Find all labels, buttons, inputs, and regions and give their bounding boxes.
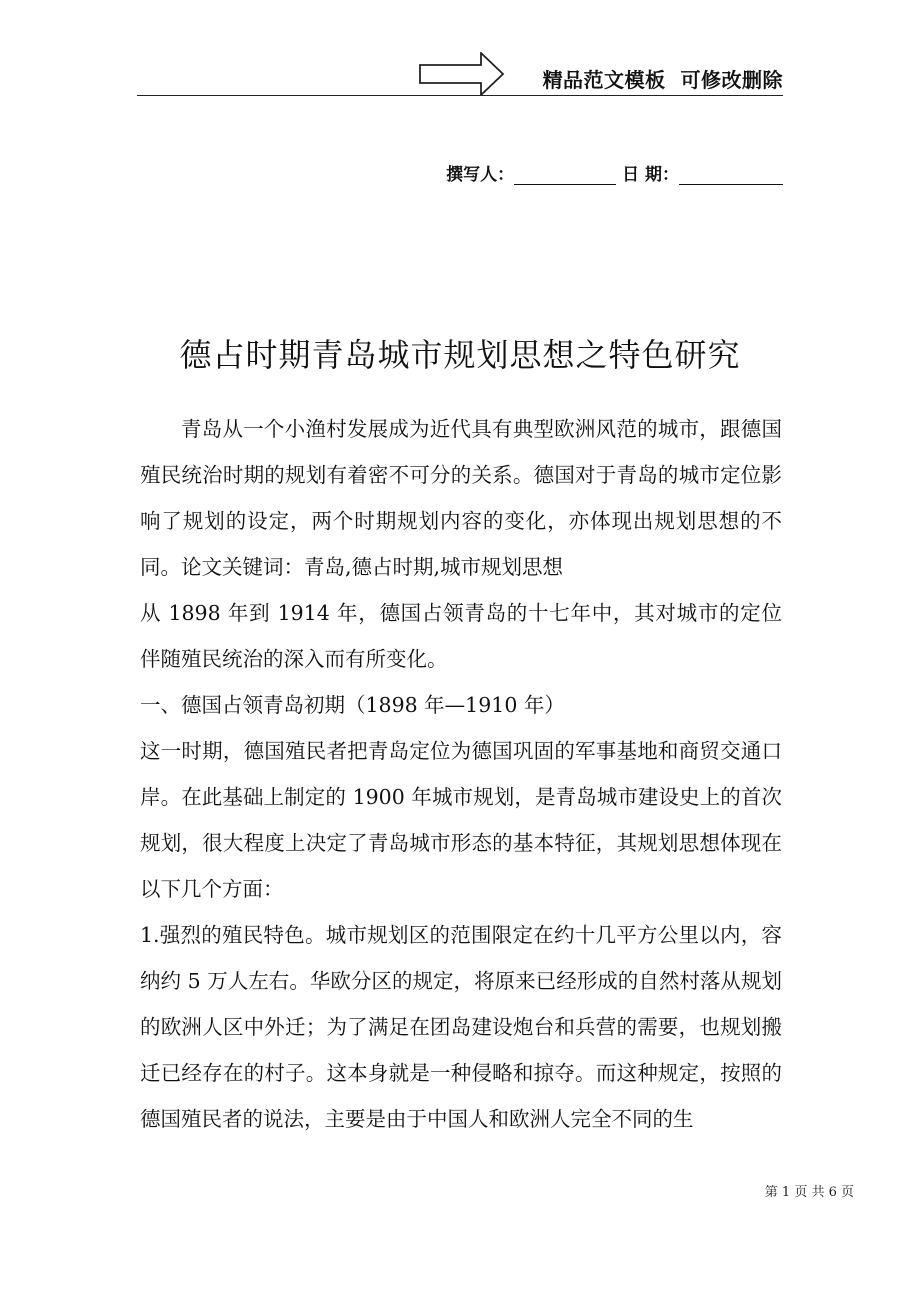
author-blank-field bbox=[514, 166, 616, 185]
paragraph-point-1: 1.强烈的殖民特色。城市规划区的范围限定在约十几平方公里以内，容纳约 5 万人左右。华欧分区的规定，将原来已经形成的自然村落从规划的欧洲人区中外迁；为了满足在团岛建设炮台和兵营的需要，也规划搬迁已经存在的村子。这本身就是一种侵略和掠夺。而这种规定，按照的德国殖民者的说法，主要是由于中国人和欧洲人完全不同的生 bbox=[140, 923, 782, 1131]
header-divider bbox=[137, 95, 783, 96]
paragraph-intro: 从 1898 年到 1914 年，德国占领青岛的十七年中，其对城市的定位伴随殖民统治的深入而有所变化。 bbox=[140, 601, 782, 671]
date-label: 日 期： bbox=[622, 165, 679, 185]
header-label: 精品范文模板 可修改删除 bbox=[542, 68, 783, 92]
author-date-line bbox=[446, 160, 783, 185]
document-body bbox=[140, 406, 782, 1142]
section-heading: 一、德国占领青岛初期（1898 年—1910 年） bbox=[140, 693, 565, 717]
page-number: 第 1 页 共 6 页 bbox=[764, 1185, 854, 1200]
paragraph-abstract: 青岛从一个小渔村发展成为近代具有典型欧洲风范的城市，跟德国殖民统治时期的规划有着密不可分的关系。德国对于青岛的城市定位影响了规划的设定，两个时期规划内容的变化，亦体现出规划思想的不同。论文关键词：青岛,德占时期,城市规划思想 bbox=[140, 417, 782, 579]
author-label: 撰写人： bbox=[446, 165, 515, 185]
arrow-right-icon bbox=[419, 52, 505, 96]
document-title: 德占时期青岛城市规划思想之特色研究 bbox=[179, 336, 741, 374]
page-header bbox=[137, 48, 783, 96]
date-blank-field bbox=[679, 166, 783, 185]
paragraph-section-1: 这一时期，德国殖民者把青岛定位为德国巩固的军事基地和商贸交通口岸。在此基础上制定的 1900 年城市规划，是青岛城市建设史上的首次规划，很大程度上决定了青岛城市形态的基本特征，其规划思想体现在以下几个方面： bbox=[140, 739, 782, 901]
